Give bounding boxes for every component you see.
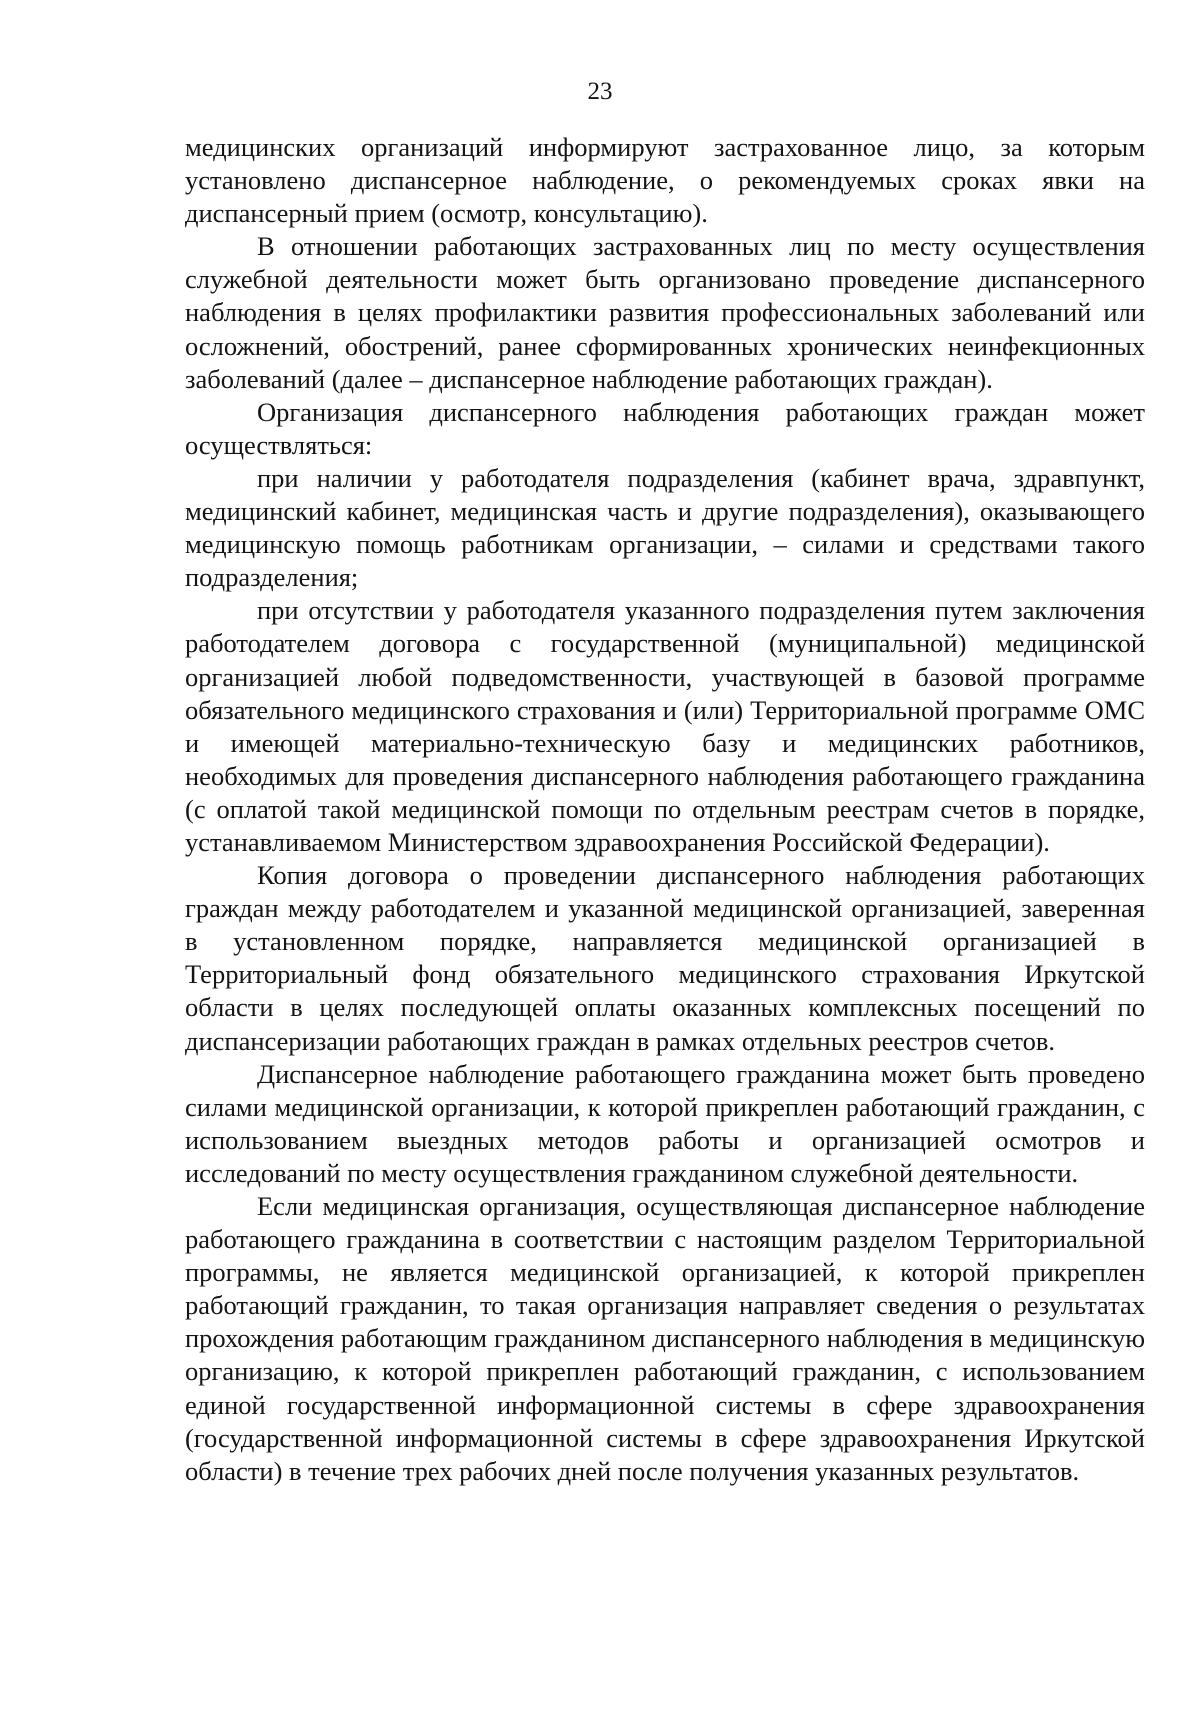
document-body — [185, 131, 1145, 1488]
paragraph: В отношении работающих застрахованных лиц по месту осуществления служебной деятельности может быть организовано проведение диспансерного наблюдения в целях профилактики развития профессиональных заболеваний или осложнений, обострений, ранее сформированных хронических неинфекционных заболеваний (далее – диспансерное наблюдение работающих граждан). — [185, 231, 1145, 394]
paragraph: Если медицинская организация, осуществляющая диспансерное наблюдение работающего гражданина в соответствии с настоящим разделом Территориальной программы, не является медицинской организацией, к которой прикреплен работающий гражданин, то такая организация направляет сведения о результатах прохождения работающим гражданином диспансерного наблюдения в медицинскую организацию, к которой прикреплен работающий гражданин, с использованием единой государственной информационной системы в сфере здравоохранения (государственной информационной системы в сфере здравоохранения Иркутской области) в течение трех рабочих дней после получения указанных результатов. — [185, 1191, 1145, 1486]
paragraph: при отсутствии у работодателя указанного подразделения путем заключения работодателем договора с государственной (муниципальной) медицинской организацией любой подведомственности, участвующей в базовой программе обязательного медицинского страхования и (или) Территориальной программе ОМС и имеющей материально-техническую базу и медицинских работников, необходимых для проведения диспансерного наблюдения работающего гражданина (с оплатой такой медицинской помощи по отдельным реестрам счетов в порядке, устанавливаемом Министерством здравоохранения Российской Федерации). — [185, 595, 1145, 857]
paragraph: Копия договора о проведении диспансерного наблюдения работающих граждан между работодателем и указанной медицинской организацией, заверенная в установленном порядке, направляется медицинской организацией в Территориальный фонд обязательного медицинского страхования Иркутской области в целях последующей оплаты оказанных комплексных посещений по диспансеризации работающих граждан в рамках отдельных реестров счетов. — [185, 860, 1145, 1056]
paragraph-continuation: медицинских организаций информируют застрахованное лицо, за которым установлено диспансерное наблюдение, о рекомендуемых сроках явки на диспансерный прием (осмотр, консультацию). — [185, 132, 1145, 229]
page-number: 23 — [587, 78, 613, 105]
paragraph: Диспансерное наблюдение работающего гражданина может быть проведено силами медицинской организации, к которой прикреплен работающий гражданин, с использованием выездных методов работы и организацией осмотров и исследований по месту осуществления гражданином служебной деятельности. — [185, 1058, 1145, 1188]
paragraph: Организация диспансерного наблюдения работающих граждан может осуществляться: — [185, 396, 1145, 460]
paragraph: при наличии у работодателя подразделения (кабинет врача, здравпункт, медицинский кабинет, медицинская часть и другие подразделения), оказывающего медицинскую помощь работникам организации, – силами и средствами такого подразделения; — [185, 462, 1145, 593]
